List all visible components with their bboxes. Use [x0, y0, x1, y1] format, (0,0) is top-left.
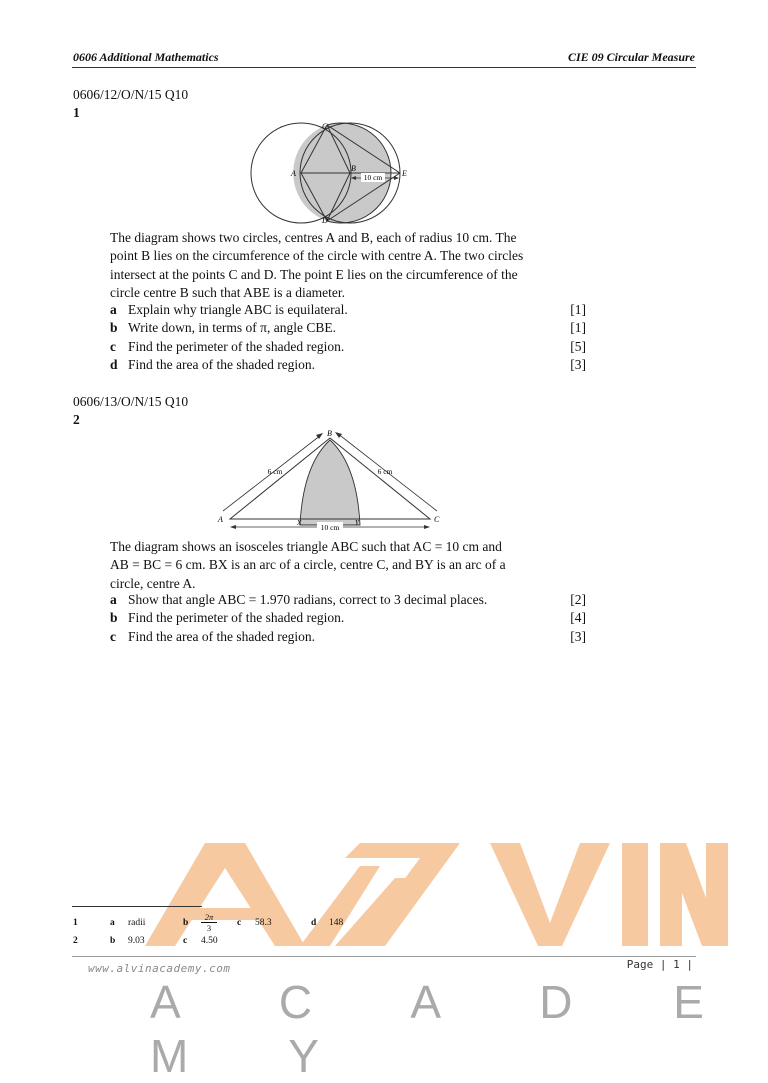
q2-part-c — [110, 629, 586, 648]
q1-label-E: E — [402, 169, 407, 178]
q1-part-a — [110, 302, 586, 321]
ans2-c-label: c — [183, 936, 188, 946]
ans1-d-label: d — [311, 918, 317, 928]
q2-part-b — [110, 610, 586, 629]
q2-part-b-label: b — [110, 610, 118, 625]
ans1-b-fraction — [201, 912, 217, 933]
q2-label-X: X — [297, 519, 302, 527]
q2-part-c-label: c — [110, 629, 116, 644]
q2-part-c-text: Find the area of the shaded region. — [128, 629, 316, 644]
q1-number: 1 — [73, 105, 80, 120]
q1-part-c — [110, 339, 586, 358]
ans1-b-label: b — [183, 918, 189, 928]
q1-part-b-marks: [1] — [570, 320, 586, 335]
q2-ac-label: 10 cm — [320, 523, 340, 532]
q1-part-c-marks: [5] — [570, 339, 586, 354]
q1-part-b-text: Write down, in terms of π, angle CBE. — [128, 320, 336, 335]
watermark-academy: A C A D E M Y — [150, 976, 748, 1082]
q2-part-b-text: Find the perimeter of the shaded region. — [128, 610, 345, 625]
q1-part-b — [110, 320, 586, 339]
q1-line-4: circle centre B such that ABE is a diameter. — [110, 284, 346, 300]
q1-stem — [110, 229, 590, 302]
q1-reference: 0606/12/O/N/15 Q10 — [73, 87, 189, 102]
q2-part-b-marks: [4] — [570, 610, 586, 625]
q2-label-C: C — [434, 515, 440, 524]
q1-label-C: C — [322, 122, 328, 131]
q1-part-c-label: c — [110, 339, 116, 354]
ans1-b-den: 3 — [206, 923, 212, 933]
header-rule — [72, 67, 696, 68]
q2-label-A: A — [218, 515, 223, 524]
q2-label-B: B — [327, 429, 332, 438]
q2-part-a-text: Show that angle ABC = 1.970 radians, correct to 3 decimal places. — [128, 592, 488, 607]
ans1-c: 58.3 — [255, 918, 272, 928]
footer-rule — [72, 956, 696, 957]
q1-part-b-label: b — [110, 320, 118, 335]
q2-bc-label: 6 cm — [377, 467, 393, 476]
q1-part-a-label: a — [110, 302, 117, 317]
q2-line-3: circle, centre A. — [110, 575, 196, 591]
ans1-b-num: 2π — [201, 912, 217, 923]
answers-rule — [72, 906, 202, 907]
q1-part-a-text: Explain why triangle ABC is equilateral. — [128, 302, 348, 317]
ans2-b-label: b — [110, 936, 116, 946]
q1-part-d-marks: [3] — [570, 357, 586, 372]
q1-label-B: B — [351, 164, 356, 173]
q2-line-1: The diagram shows an isosceles triangle ABC such that AC = 10 cm and — [110, 539, 502, 554]
ans1-a-label: a — [110, 918, 115, 928]
ans1-a: radii — [128, 918, 146, 928]
q1-part-d-text: Find the area of the shaded region. — [128, 357, 316, 372]
q2-label-Y: Y — [355, 519, 359, 527]
q2-part-c-marks: [3] — [570, 629, 586, 644]
header-course: 0606 Additional Mathematics — [73, 50, 219, 64]
page-number: Page | 1 | — [626, 958, 693, 971]
ans1-num: 1 — [73, 918, 78, 928]
q1-dim-label: 10 cm — [363, 173, 383, 182]
q2-reference: 0606/13/O/N/15 Q10 — [73, 394, 189, 409]
q2-number: 2 — [73, 412, 80, 427]
header-topic: CIE 09 Circular Measure — [567, 50, 695, 64]
q2-part-a-label: a — [110, 592, 117, 607]
q2-ab-label: 6 cm — [267, 467, 283, 476]
q1-line-1: The diagram shows two circles, centres A and B, each of radius 10 cm. The — [110, 230, 517, 245]
ans2-num: 2 — [73, 936, 78, 946]
ans1-d: 148 — [329, 918, 344, 928]
q1-part-d-label: d — [110, 357, 118, 372]
q1-part-d — [110, 357, 586, 376]
q1-line-3: intersect at the points C and D. The point E lies on the circumference of the — [110, 266, 518, 282]
footer-website[interactable]: www.alvinacademy.com — [88, 962, 231, 975]
q2-stem — [110, 538, 590, 593]
q1-part-a-marks: [1] — [570, 302, 586, 317]
q1-line-2: point B lies on the circumference of the circle with centre A. The two circles — [110, 248, 524, 264]
q2-line-2: AB = BC = 6 cm. BX is an arc of a circle, centre C, and BY is an arc of a — [110, 557, 506, 573]
q1-diagram — [245, 118, 410, 228]
ans2-b: 9.03 — [128, 936, 145, 946]
q2-part-a — [110, 592, 586, 611]
ans2-c: 4.50 — [201, 936, 218, 946]
q1-label-A: A — [291, 169, 296, 178]
q1-part-c-text: Find the perimeter of the shaded region. — [128, 339, 345, 354]
q2-part-a-marks: [2] — [570, 592, 586, 607]
q1-label-D: D — [322, 216, 328, 225]
ans1-c-label: c — [237, 918, 242, 928]
q2-shaded-region — [300, 440, 360, 525]
q2-diagram — [213, 425, 445, 535]
watermark-logo — [130, 838, 730, 948]
